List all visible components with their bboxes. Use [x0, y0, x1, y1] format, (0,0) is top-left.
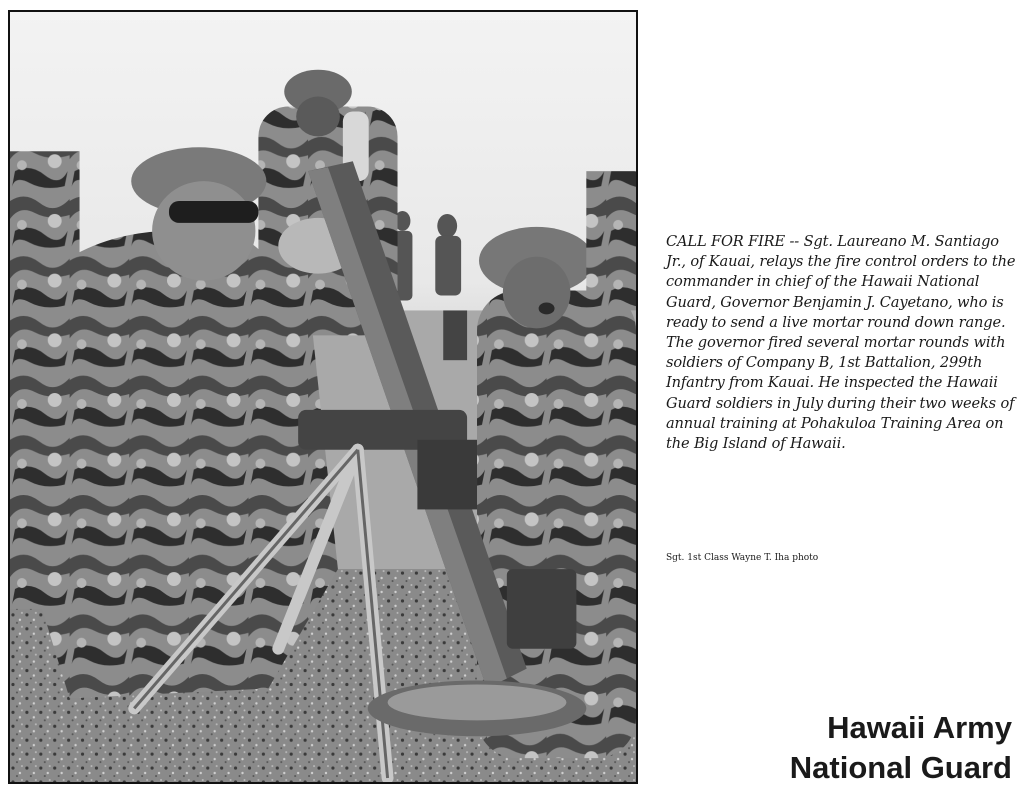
masthead-line-1: Hawaii Army: [827, 710, 1012, 745]
section-masthead: [790, 708, 1012, 788]
photo-credit: Sgt. 1st Class Wayne T. Iha photo: [666, 553, 819, 563]
photo-illustration: [10, 12, 636, 782]
photo-caption: CALL FOR FIRE -- Sgt. Laureano M. Santiago Jr., of Kauai, relays the fire control orders to the commander in chief of the Hawaii National Guard, Governor Benjamin J. Cayetano, who is ready to send a live mortar round down range. The governor fired several mortar rounds with soldiers of Company B, 1st Battalion, 299th Infantry from Kauai. He inspected the Hawaii Guard soldiers in July during their two weeks of annual training at Pohakuloa Training Area on the Big Island of Hawaii.: [666, 233, 1016, 453]
masthead-line-2: National Guard: [789, 750, 1012, 785]
mortar-training-photo: [8, 10, 638, 784]
